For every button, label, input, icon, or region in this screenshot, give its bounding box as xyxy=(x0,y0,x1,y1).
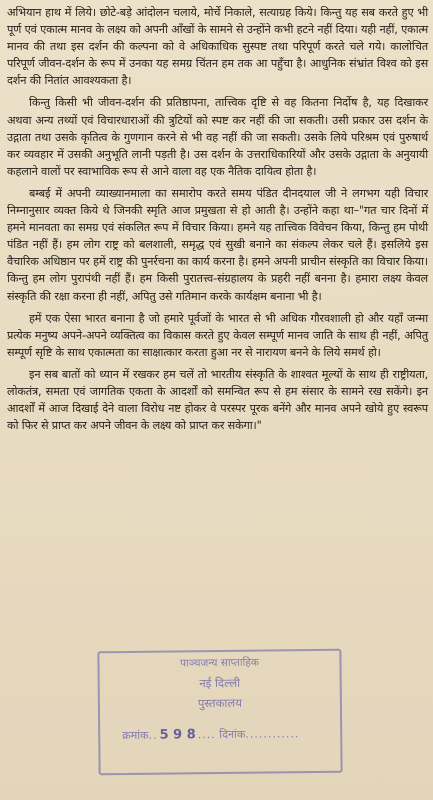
paragraph-2: किन्तु किसी भी जीवन-दर्शन की प्रतिष्ठापना, तात्त्विक दृष्टि से वह कितना निर्दोष है, यह दिखाकर अथवा अन्य तथ्यों एवं विचारधाराओं की त्रुटियों को स्पष्ट कर नहीं की जा सकती। उसी प्रकार उस दर्शन के उद्गाता तथा उसके कृतित्व के गुणगान करने से भी वह नहीं की जा सकती। उसके लिये परिश्रम एवं पुरुषार्थ कर व्यवहार में उसकी अनुभूति लानी पड़ती है। उस दर्शन के उत्तराधिकारियों और उसके उद्गाता के अनुयायी कहलाने वालों पर स्वाभाविक रूप से आने वाला वह एक नैतिक दायित्व होता है। xyxy=(7,96,428,178)
paragraph-3: बम्बई में अपनी व्याख्यानमाला का समारोप करते समय पंडित दीनदयाल जी ने लगभग यही विचार निम्नानुसार व्यक्त किये थे जिनकी स्मृति आज प्रमुखता से हो आती है। उन्होंने कहा था–"गत चार दिनों में हमने मानवता का समग्र एवं संकलित रूप में विचार किया। हमने यह तात्त्विक विवेचन किया, किन्तु हम पोथी पंडित नहीं हैं। हम लोग राष्ट्र को बलशाली, समृद्ध एवं सुखी बनाने का संकल्प लेकर चले हैं। इसलिये इस वैचारिक अधिष्ठान पर हमें राष्ट्र की पुनर्रचना का कार्य करना है। हमने अपनी प्राचीन संस्कृति का विचार किया। किन्तु हम लोग पुरापंथी नहीं हैं। हम किसी पुरातत्त्व-संग्रहालय के प्रहरी नहीं बनना है। हमारा लक्ष्य केवल संस्कृति की रक्षा करना ही नहीं, अपितु उसे गतिमान करके कार्यक्षम बनाना भी है। xyxy=(7,186,428,303)
stamp-library: पुस्तकालय xyxy=(197,695,242,711)
paragraph-4: हमें एक ऐसा भारत बनाना है जो हमारे पूर्वजों के भारत से भी अधिक गौरवशाली हो और यहाँ जन्मा प्रत्येक मनुष्य अपने-अपने व्यक्तित्व का विकास करते हुए केवल सम्पूर्ण मानव जाति के साथ ही नहीं, अपितु सम्पूर्ण सृष्टि के साथ एकात्मता का साक्षात्कार करता हुआ नर से नारायण बनने के लिये समर्थ हो। xyxy=(7,311,428,359)
stamp-date-label: दिनांक xyxy=(219,727,246,742)
paragraph-5: इन सब बातों को ध्यान में रखकर हम चलें तो भारतीय संस्कृति के शाश्वत मूल्यों के साथ ही राष्ट्रीयता, लोकतंत्र, समता एवं जागतिक एकता के आदर्शों को समन्वित रूप से हम संसार के सामने रख सकेंगे। इन आदर्शों में आज दिखाई देने वाला विरोध नष्ट होकर वे परस्पर पूरक बनेंगे और मानव अपने खोये हुए स्वरूप को फिर से प्राप्त कर अपने जीवन के लक्ष्य को प्राप्त कर सकेगा।" xyxy=(7,367,428,433)
stamp-city: नई दिल्ली xyxy=(199,675,241,691)
body-text xyxy=(7,4,428,439)
paragraph-1: अभियान हाथ में लिये। छोटे-बड़े आंदोलन चलाये, मोर्चे निकाले, सत्याग्रह किये। किन्तु यह सब करते हुए भी पूर्ण एवं एकात्म मानव के लक्ष्य को अपनी आँखों के सामने से उन्होंने कभी हटने नहीं दिया। यही नहीं, एकात्म मानव की तथा इस दर्शन की कल्पना को वे अधिकाधिक सुस्पष्ट तथा परिपूर्ण करते चले गये। कालोचित परिपूर्ण जीवन-दर्शन के रूप में उनका यह समग्र चिंतन हम तक आ पहुँचा है। आधुनिक संभ्रांत विश्व को इस दर्शन की नितांत आवश्यकता है। xyxy=(7,6,428,88)
stamp-number-label: क्रमांक xyxy=(122,728,149,743)
library-stamp xyxy=(97,649,342,776)
stamp-entry-line: क्रमांक.. 5 9 8 .... दिनांक............ xyxy=(122,727,300,743)
stamp-number-value: 5 9 8 xyxy=(159,727,196,743)
stamp-publication-name: पाञ्चजन्य साप्ताहिक xyxy=(179,656,260,670)
